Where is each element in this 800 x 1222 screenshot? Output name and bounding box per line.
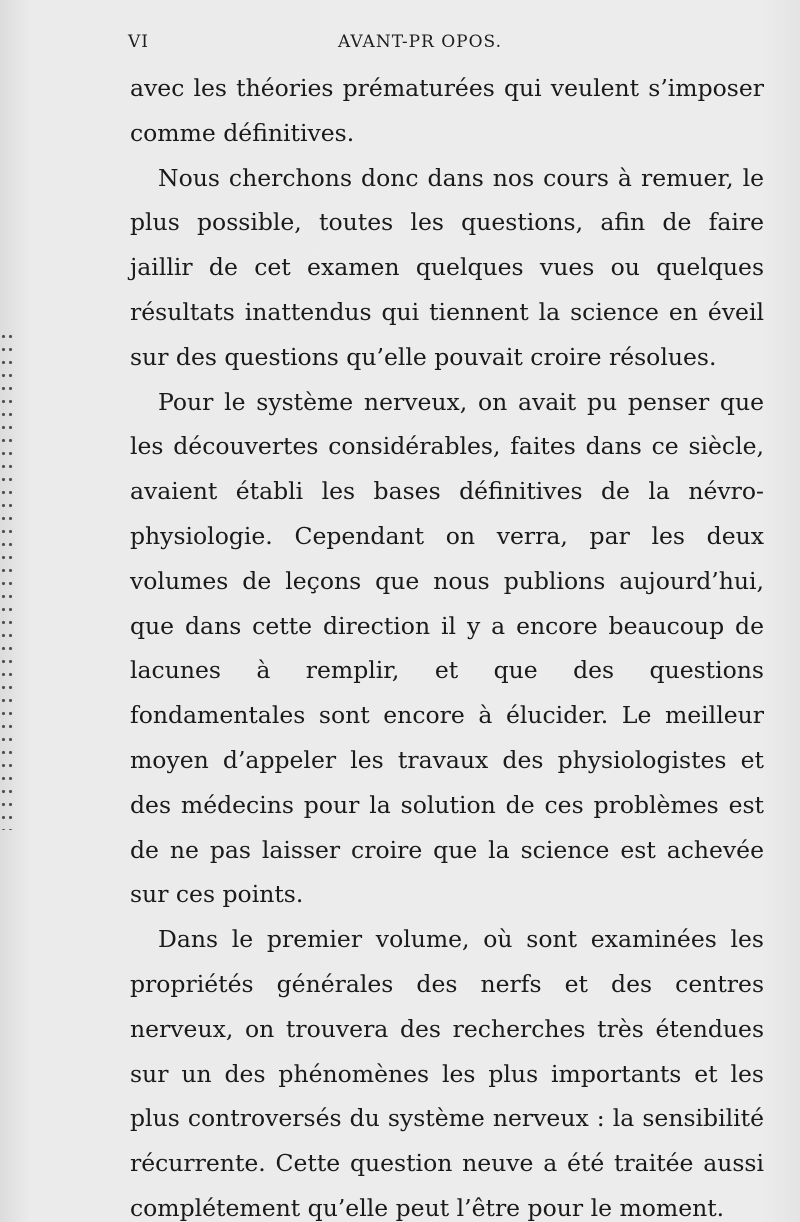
running-title: AVANT-PR OPOS. [338,32,502,52]
paragraph-continued: avec les théories prématurées qui veulent s’imposer comme définitives. [130,74,764,147]
binding-edge [0,330,14,830]
body-text [130,66,764,1222]
paragraph: Nous cherchons donc dans nos cours à remuer, le plus possible, toutes les questions, afin de faire jaillir de cet examen quelques vues ou quelques résultats inattendus qui tiennent la science en éveil sur des questions qu’elle pouvait croire résolues. [130,163,764,371]
paragraph: Dans le premier volume, où sont examinées les propriétés générales des nerfs et des centres nerveux, on trouvera des recherches très étendues sur un des phénomènes les plus importants et les plus controversés du système nerveux : la sensibilité récurrente. Cette question neuve a été traitée aussi complétement qu’elle peut l’être pour le moment. [130,925,764,1222]
page-header [128,32,760,58]
page-number: VI [128,32,149,52]
paragraph: Pour le système nerveux, on avait pu penser que les découvertes considérables, faites dans ce siècle, avaient établi les bases définitives de la névro-physiologie. Cependant on verra, par les deux volumes de leçons que nous publions aujourd’hui, que dans cette direction il y a encore beaucoup de lacunes à remplir, et que des questions fondamentales sont encore à élucider. Le meilleur moyen d’appeler les travaux des physiologistes et des médecins pour la solution de ces problèmes est de ne pas laisser croire que la science est achevée sur ces points. [130,387,764,909]
